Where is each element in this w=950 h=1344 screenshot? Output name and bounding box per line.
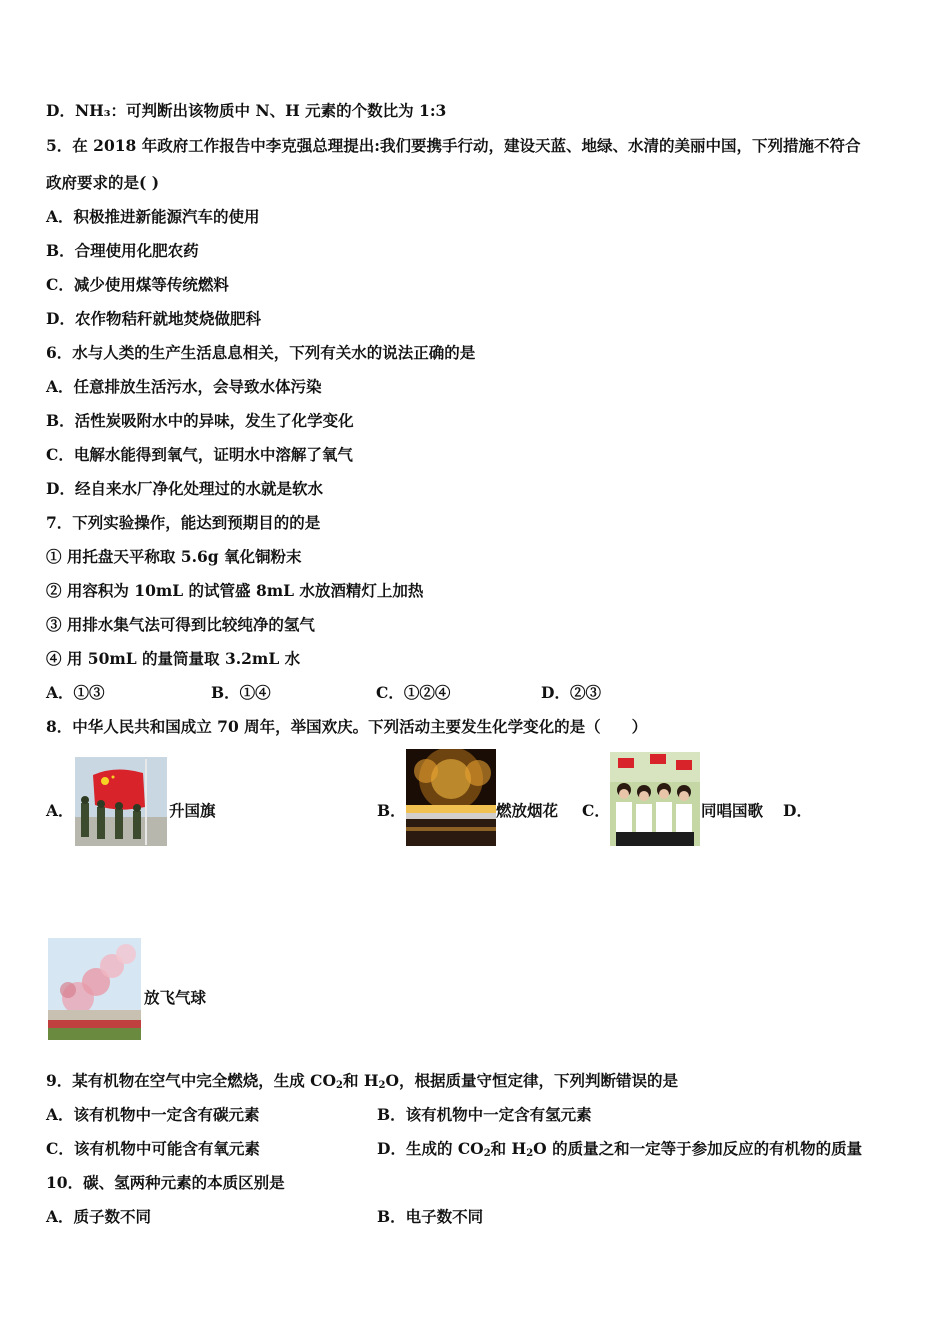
q9-option-d: D．生成的 $CO_2$和 $H_2O$ 的质量之和一定等于参加反应的有机物的质量 — [377, 1139, 863, 1159]
q8-option-d-caption: 放飞气球 — [144, 988, 207, 1007]
q10-option-a: A．质子数不同 — [46, 1207, 152, 1226]
q5-option-d: D．农作物秸秆就地焚烧做肥科 — [46, 309, 261, 328]
q9-stem: 9．某有机物在空气中完全燃烧，生成 $CO_2$和 $H_2O$，根据质量守恒定律，下列判断错误的是 — [46, 1071, 679, 1091]
q7-option-c: C．①②④ — [376, 683, 451, 702]
flag-raising-photo — [75, 757, 167, 846]
q9-option-a: A．该有机物中一定含有碳元素 — [46, 1105, 260, 1124]
q7-option-d: D．②③ — [541, 683, 601, 702]
q8-option-a-caption: 升国旗 — [169, 801, 216, 820]
q6-option-d: D．经自来水厂净化处理过的水就是软水 — [46, 479, 323, 498]
q6-stem: 6．水与人类的生产生活息息相关，下列有关水的说法正确的是 — [46, 343, 476, 362]
q8-option-a-letter: A． — [46, 801, 74, 820]
singing-anthem-photo — [610, 752, 700, 846]
q6-option-c: C．电解水能得到氧气，证明水中溶解了氧气 — [46, 445, 353, 464]
q5-stem-line1: 5．在 2018 年政府工作报告中李克强总理提出:我们要携手行动，建设天蓝、地绿、水清的美丽中国，下列措施不符合 — [46, 136, 861, 155]
fireworks-photo — [406, 749, 496, 846]
q7-item-4: ④ 用 50mL 的量筒量取 3.2mL 水 — [46, 649, 301, 668]
q7-option-b: B．①④ — [211, 683, 271, 702]
q7-option-a: A．①③ — [46, 683, 105, 702]
q5-stem-line2: 政府要求的是( ) — [46, 173, 160, 192]
q8-stem: 8．中华人民共和国成立 70 周年，举国欢庆。下列活动主要发生化学变化的是（ ） — [46, 717, 648, 736]
q5-option-a: A．积极推进新能源汽车的使用 — [46, 207, 260, 226]
q7-item-3: ③ 用排水集气法可得到比较纯净的氢气 — [46, 615, 315, 634]
q4-option-d: D．NH₃：可判断出该物质中 N、H 元素的个数比为 1:3 — [46, 101, 447, 120]
q8-option-c-letter: C． — [582, 801, 610, 820]
q9-option-c: C．该有机物中可能含有氧元素 — [46, 1139, 260, 1158]
q5-option-b: B．合理使用化肥农药 — [46, 241, 199, 260]
q6-option-b: B．活性炭吸附水中的异味，发生了化学变化 — [46, 411, 354, 430]
q8-option-b-caption: 燃放烟花 — [496, 801, 559, 820]
q7-item-1: ① 用托盘天平称取 5.6g 氧化铜粉末 — [46, 547, 302, 566]
q7-stem: 7．下列实验操作，能达到预期目的的是 — [46, 513, 321, 532]
q5-option-c: C．减少使用煤等传统燃料 — [46, 275, 229, 294]
q8-option-c-caption: 同唱国歌 — [701, 801, 764, 820]
q8-option-d-letter: D． — [783, 801, 812, 820]
q10-stem: 10．碳、氢两种元素的本质区别是 — [46, 1173, 285, 1192]
q7-item-2: ② 用容积为 10mL 的试管盛 8mL 水放酒精灯上加热 — [46, 581, 424, 600]
q9-option-b: B．该有机物中一定含有氢元素 — [377, 1105, 592, 1124]
balloon-release-photo — [48, 938, 141, 1040]
q6-option-a: A．任意排放生活污水，会导致水体污染 — [46, 377, 322, 396]
q8-option-b-letter: B． — [377, 801, 406, 820]
q10-option-b: B．电子数不同 — [377, 1207, 484, 1226]
